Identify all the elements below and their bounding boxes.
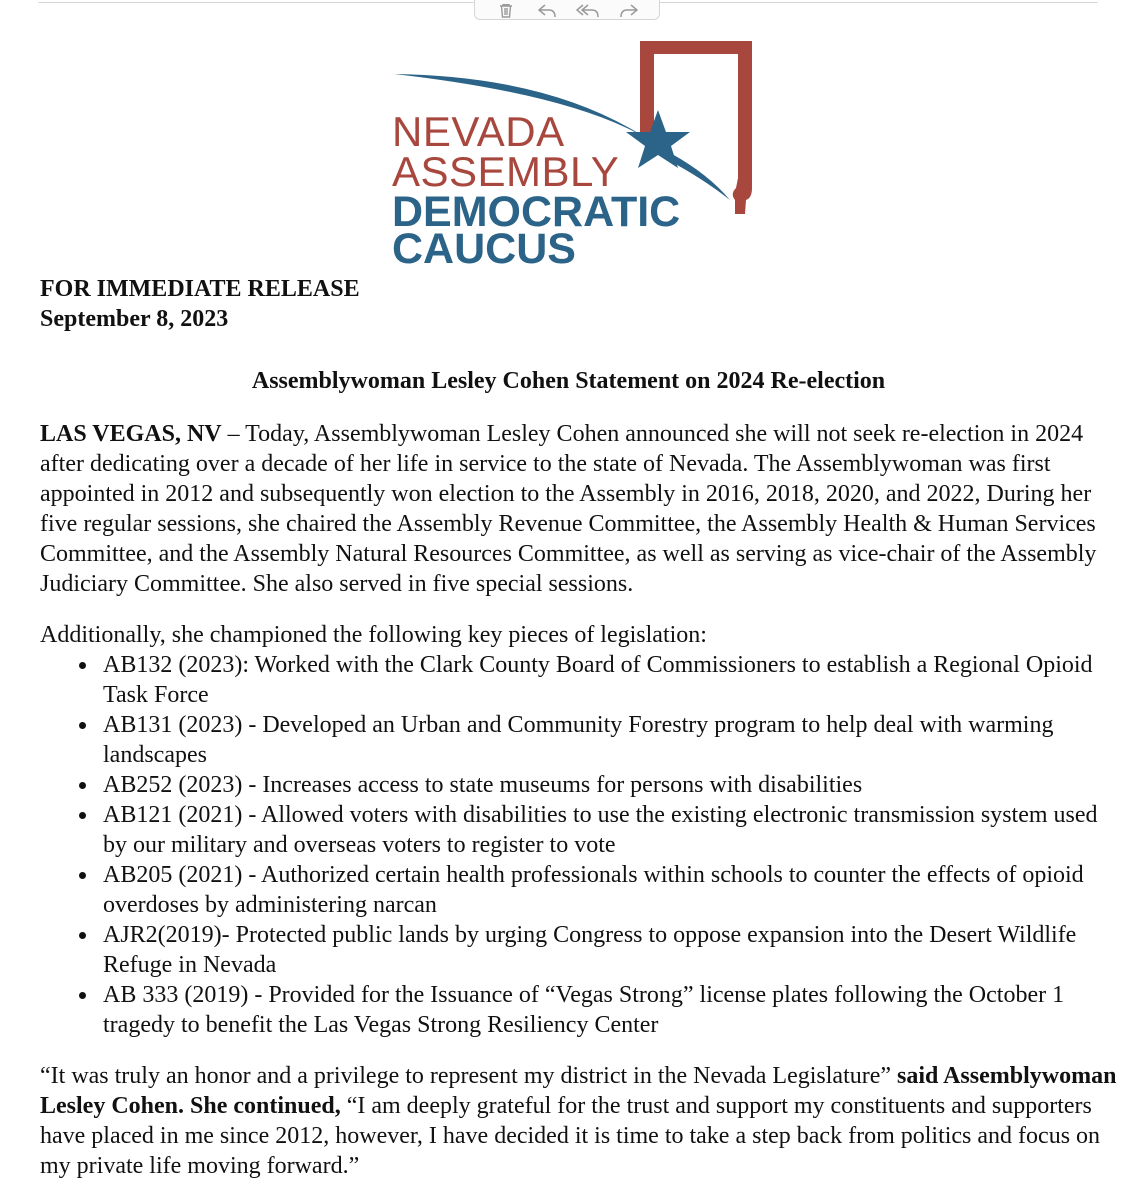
logo-line-assembly: ASSEMBLY	[392, 148, 620, 195]
intro-text: – Today, Assemblywoman Lesley Cohen announced she will not seek re-election in 2024 after dedicating over a decade of her life in service to the state of Nevada. The Assemblywoman was first appointed in 2012 and subsequently won election to the Assembly in 2016, 2018, 2020, and 2022, During her five regular sessions, she chaired the Assembly Revenue Committee, the Assembly Health & Human Services Committee, and the Assembly Natural Resources Committee, as well as serving as vice-chair of the Assembly Judiciary Committee. She also served in five special sessions.	[40, 421, 1097, 597]
legislation-lead: Additionally, she championed the following key pieces of legislation:	[40, 622, 707, 648]
logo-line-democratic: DEMOCRATIC	[392, 188, 681, 236]
list-item: AB205 (2021) - Authorized certain health professionals within schools to counter the effects of opioid overdoses by administering narcan	[103, 860, 1120, 920]
list-item: AB131 (2023) - Developed an Urban and Community Forestry program to help deal with warming landscapes	[103, 710, 1120, 770]
list-item: AB121 (2021) - Allowed voters with disabilities to use the existing electronic transmission system used by our military and overseas voters to register to vote	[103, 800, 1120, 860]
dateline: LAS VEGAS, NV	[40, 421, 222, 447]
quote-part-2: “I am deeply grateful for the trust and support my constituents and supporters have placed in me since 2012, however, I have decided it is time to take a step back from politics and focus on my private life moving forward.”	[40, 1093, 1101, 1179]
quote-part-1: “It was truly an honor and a privilege to represent my district in the Nevada Legislature”	[40, 1063, 898, 1089]
legislation-list	[40, 650, 1120, 1040]
list-item: AB 333 (2019) - Provided for the Issuance of “Vegas Strong” license plates following the October 1 tragedy to benefit the Las Vegas Strong Resiliency Center	[103, 980, 1120, 1040]
release-label: FOR IMMEDIATE RELEASE	[40, 276, 360, 302]
message-toolbar	[474, 0, 660, 20]
intro-paragraph	[40, 419, 1120, 599]
list-item: AB132 (2023): Worked with the Clark County Board of Commissioners to establish a Regional Opioid Task Force	[103, 650, 1120, 710]
logo-line-caucus: CAUCUS	[392, 225, 576, 270]
forward-icon	[619, 4, 639, 18]
list-item: AJR2(2019)- Protected public lands by urging Congress to oppose expansion into the Desert Wildlife Refuge in Nevada	[103, 920, 1120, 980]
caucus-logo	[390, 38, 770, 270]
logo-line-nevada: NEVADA	[392, 108, 565, 155]
reply-all-button[interactable]	[573, 0, 603, 18]
press-release-headline: Assemblywoman Lesley Cohen Statement on 2024 Re-election	[251, 368, 886, 394]
reply-icon	[537, 4, 557, 18]
forward-button[interactable]	[614, 0, 644, 18]
trash-icon	[497, 4, 515, 18]
press-release-body	[40, 419, 1120, 1181]
delete-button[interactable]	[491, 0, 521, 18]
quote-attribution: said Assemblywoman Lesley Cohen. She continued,	[40, 1063, 1117, 1119]
release-date: September 8, 2023	[40, 306, 229, 332]
reply-all-icon	[576, 4, 600, 18]
release-header	[40, 274, 360, 334]
quote-paragraph	[40, 1061, 1120, 1181]
list-item: AB252 (2023) - Increases access to state museums for persons with disabilities	[103, 770, 1120, 800]
reply-button[interactable]	[532, 0, 562, 18]
